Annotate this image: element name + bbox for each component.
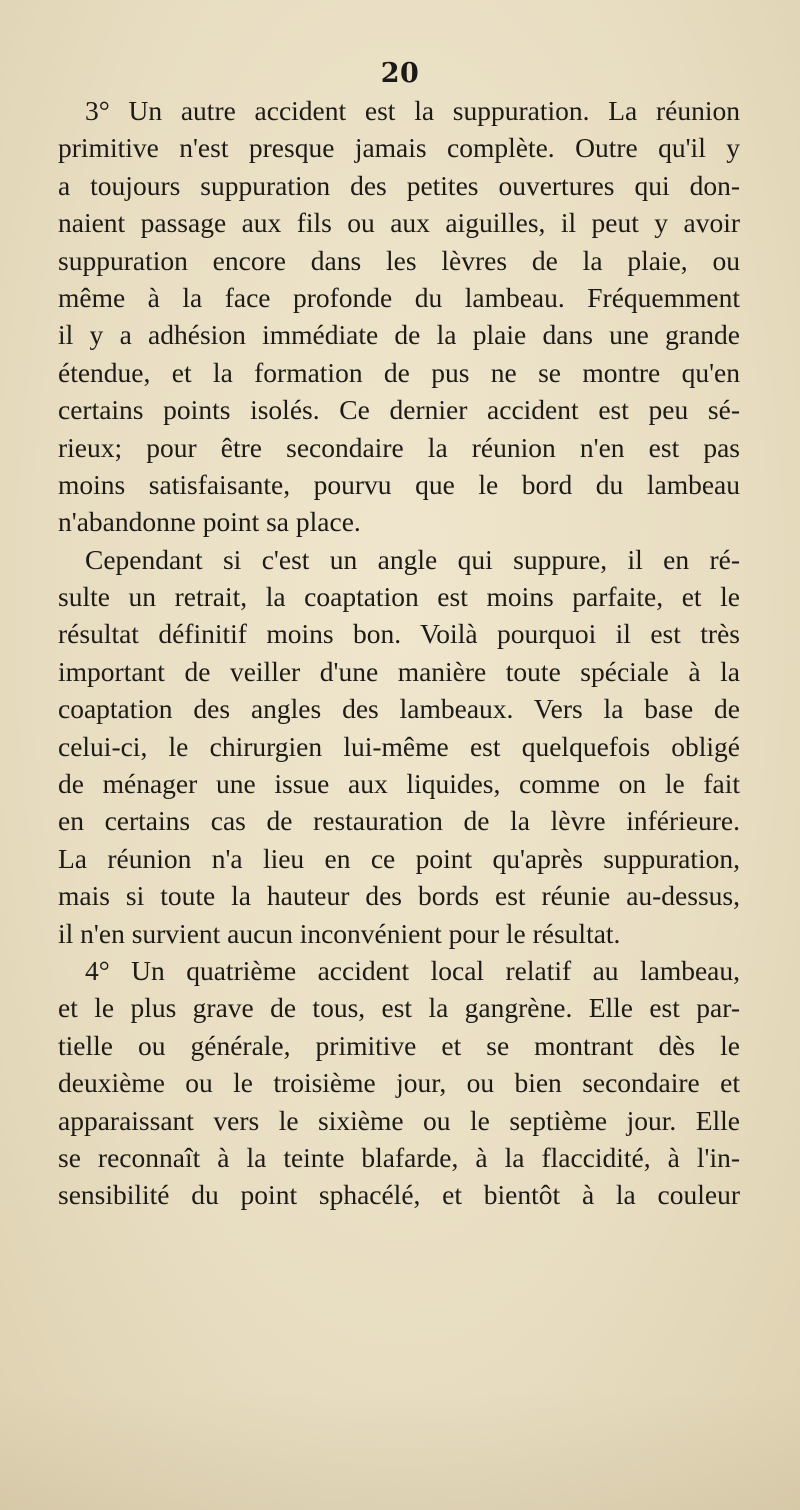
text-line: de ménager une issue aux liquides, comme on le fait (58, 768, 740, 800)
text-line: suppuration encore dans les lèvres de la plaie, ou (58, 244, 740, 276)
text-line: 3° Un autre accident est la suppuration. La réunion (85, 95, 740, 126)
text-line: il n'en survient aucun inconvénient pour le résultat. (58, 917, 621, 949)
text-line: important de veiller d'une manière toute spéciale à la (58, 655, 740, 687)
text-line: et le plus grave de tous, est la gangrène. Elle est par- (58, 992, 740, 1024)
text-line: tielle ou générale, primitive et se montrant dès le (58, 1029, 740, 1061)
text-line: coaptation des angles des lambeaux. Vers la base de (58, 693, 740, 725)
text-line: en certains cas de restauration de la lèvre inférieure. (58, 805, 740, 837)
text-line: rieux; pour être secondaire la réunion n'en est pas (58, 431, 740, 463)
text-line: sensibilité du point sphacélé, et bientôt à la couleur (58, 1179, 740, 1211)
text-line: naient passage aux fils ou aux aiguilles, il peut y avoir (58, 207, 740, 239)
text-line: résultat définitif moins bon. Voilà pourquoi il est très (58, 618, 740, 650)
text-line: sulte un retrait, la coaptation est moins parfaite, et le (58, 581, 740, 613)
text-line: étendue, et la formation de pus ne se montre qu'en (58, 356, 740, 388)
text-line: mais si toute la hauteur des bords est réunie au-dessus, (58, 880, 740, 912)
page-edge-shadow (0, 1390, 800, 1510)
page-number: 20 (380, 58, 420, 89)
text-line: deuxième ou le troisième jour, ou bien secondaire et (58, 1067, 740, 1099)
text-line: a toujours suppuration des petites ouvertures qui don- (58, 169, 740, 201)
text-line: Cependant si c'est un angle qui suppure, il en ré- (85, 543, 740, 575)
body-text (58, 92, 740, 1214)
text-line: 4° Un quatrième accident local relatif au lambeau, (85, 954, 740, 986)
text-line: primitive n'est presque jamais complète. Outre qu'il y (58, 132, 740, 164)
text-line: n'abandonne point sa place. (58, 506, 361, 538)
text-line: il y a adhésion immédiate de la plaie dans une grande (58, 319, 740, 351)
text-line: même à la face profonde du lambeau. Fréquemment (58, 281, 740, 313)
text-line: se reconnaît à la teinte blafarde, à la flaccidité, à l'in- (58, 1141, 740, 1173)
text-line: La réunion n'a lieu en ce point qu'après suppuration, (58, 842, 740, 874)
text-line: celui-ci, le chirurgien lui-même est quelquefois obligé (58, 730, 740, 762)
text-line: certains points isolés. Ce dernier accident est peu sé- (58, 394, 740, 426)
text-line: moins satisfaisante, pourvu que le bord du lambeau (58, 468, 740, 500)
text-line: apparaissant vers le sixième ou le septième jour. Elle (58, 1104, 740, 1136)
